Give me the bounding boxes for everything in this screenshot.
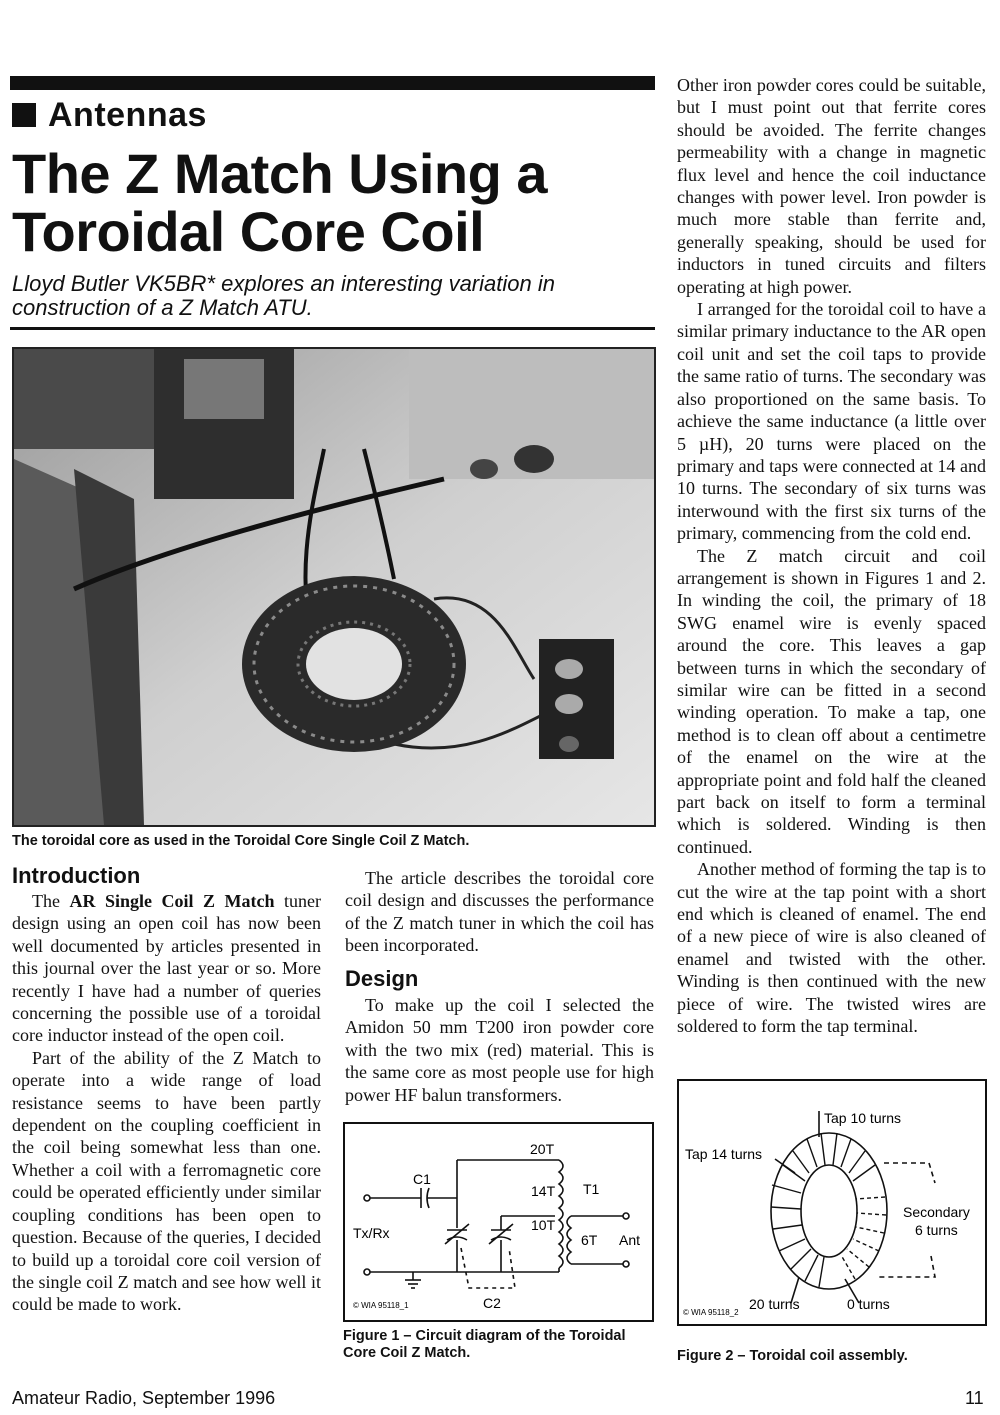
fig1-label-14t: 14T — [531, 1183, 556, 1199]
fig2-label-secondary-turns: 6 turns — [915, 1222, 958, 1238]
circuit-diagram — [345, 1124, 652, 1320]
column-1 — [12, 890, 321, 1316]
column-3 — [677, 74, 986, 1037]
figure-2-caption: Figure 2 – Toroidal coil assembly. — [677, 1348, 908, 1364]
column-2 — [345, 867, 654, 957]
fig2-copyright: © WIA 95118_2 — [683, 1308, 739, 1317]
fig2-label-tap14: Tap 14 turns — [685, 1146, 763, 1162]
header-rule — [10, 327, 655, 330]
section-label — [12, 96, 207, 135]
section-square-icon — [12, 103, 36, 127]
intro-p1-bold: AR Single Coil Z Match — [69, 891, 275, 911]
section-name: Antennas — [48, 96, 207, 134]
fig1-label-t1: T1 — [583, 1181, 600, 1197]
col3-paragraph-3: The Z match circuit and coil arrangement is shown in Figures 1 and 2. In winding the coil, the primary of 18 SWG enamel wire is evenly spaced around the core. This leaves a gap between turns in which the secondary of similar wire can be fitted in a second winding operation. To make a tap, one method is to clean off about a centimetre of the enamel on the wire at the appropriate point and fold half the cleaned part back on itself to form a terminal which is soldered. Winding is then continued. — [677, 545, 986, 857]
article-title: The Z Match Using a Toroidal Core Coil — [12, 142, 547, 263]
fig2-label-secondary: Secondary — [903, 1204, 970, 1220]
fig1-label-c1: C1 — [413, 1171, 431, 1187]
fig1-label-ant: Ant — [619, 1232, 641, 1248]
design-heading: Design — [345, 966, 419, 991]
design-text — [345, 994, 654, 1106]
intro-paragraph-1 — [12, 890, 321, 1047]
top-rule — [10, 76, 655, 90]
toroid-diagram — [679, 1081, 985, 1324]
fig2-label-0turns: 0 turns — [847, 1296, 890, 1312]
col3-paragraph-4: Another method of forming the tap is to cut the wire at the tap point with a short end which is cleaned of enamel. The end of a new piece of wire is also cleaned of enamel and twisted with the other. Winding is then continued with the new piece of wire. The twisted wires are soldered to form the tap terminal. — [677, 859, 986, 1037]
design-paragraph-1: To make up the coil I selected the Amidon 50 mm T200 iron powder core with the two mix (red) material. This is the same core as most people use for high power HF balun transformers. — [345, 995, 654, 1105]
page-number: 11 — [965, 1388, 984, 1408]
figure-1-circuit — [343, 1122, 654, 1322]
fig2-label-20turns: 20 turns — [749, 1296, 800, 1312]
fig1-label-txrx: Tx/Rx — [353, 1225, 390, 1241]
fig2-label-tap10: Tap 10 turns — [824, 1110, 902, 1126]
col3-paragraph-2: I arranged for the toroidal coil to have a similar primary inductance to the AR open coil unit and set the coil taps to provide the same ratio of turns. The secondary was also proportioned on the same basis. To achieve the same inductance (a little over 5 µH), 20 turns were placed on the primary and taps were connected at 14 and 10 turns. The secondary of six turns was interwound with the first six turns of the primary, commencing from the cold end. — [677, 299, 986, 544]
photo-caption: The toroidal core as used in the Toroidal Core Single Coil Z Match. — [12, 833, 470, 849]
fig1-label-20t: 20T — [530, 1141, 555, 1157]
intro-paragraph-2: Part of the ability of the Z Match to operate into a wide range of load resistance seems to have been partly dependent on the coupling coefficient in the coil being somewhat less than one. Whether a coil with a ferromagnetic core could be operated efficiently under similar coupling conditions has been open to question. Because of the queries, I decided to build up a toroidal core coil version of the single coil Z match and see how well it could be made to work. — [12, 1047, 321, 1315]
toroidal-core-photo — [12, 347, 656, 827]
intro-p1-pre: The — [32, 891, 70, 911]
figure-2-toroid — [677, 1079, 987, 1326]
standfirst: Lloyd Butler VK5BR* explores an interesting variation in construction of a Z Match ATU. — [12, 271, 555, 320]
fig1-label-10t: 10T — [531, 1217, 556, 1233]
fig1-copyright: © WIA 95118_1 — [353, 1301, 409, 1310]
fig1-label-c2: C2 — [483, 1295, 501, 1311]
photo-illustration — [14, 349, 654, 825]
intro-heading: Introduction — [12, 863, 141, 888]
figure-1-caption: Figure 1 – Circuit diagram of the Toroidal Core Coil Z Match. — [343, 1328, 626, 1361]
col3-paragraph-1: Other iron powder cores could be suitable, but I must point out that ferrite cores should be avoided. The ferrite changes permeability with a change in magnetic flux level and hence the coil inductance changes with power level. Iron powder is much more stable than ferrite and, generally speaking, should be used for inductors in tuned circuits and filters operating at high power. — [677, 75, 986, 297]
col2-paragraph-1: The article describes the toroidal core coil design and discusses the performance of the Z match tuner in which the coil has been incorporated. — [345, 868, 654, 956]
intro-p1-post: tuner design using an open coil has now been well documented by articles presented in this journal over the last year or so. More recently I have had a number of queries concerning the possible use of a toroidal core inductor instead of the open coil. — [12, 891, 322, 1046]
footer-publication: Amateur Radio, September 1996 — [12, 1388, 276, 1408]
fig1-label-6t: 6T — [581, 1232, 598, 1248]
